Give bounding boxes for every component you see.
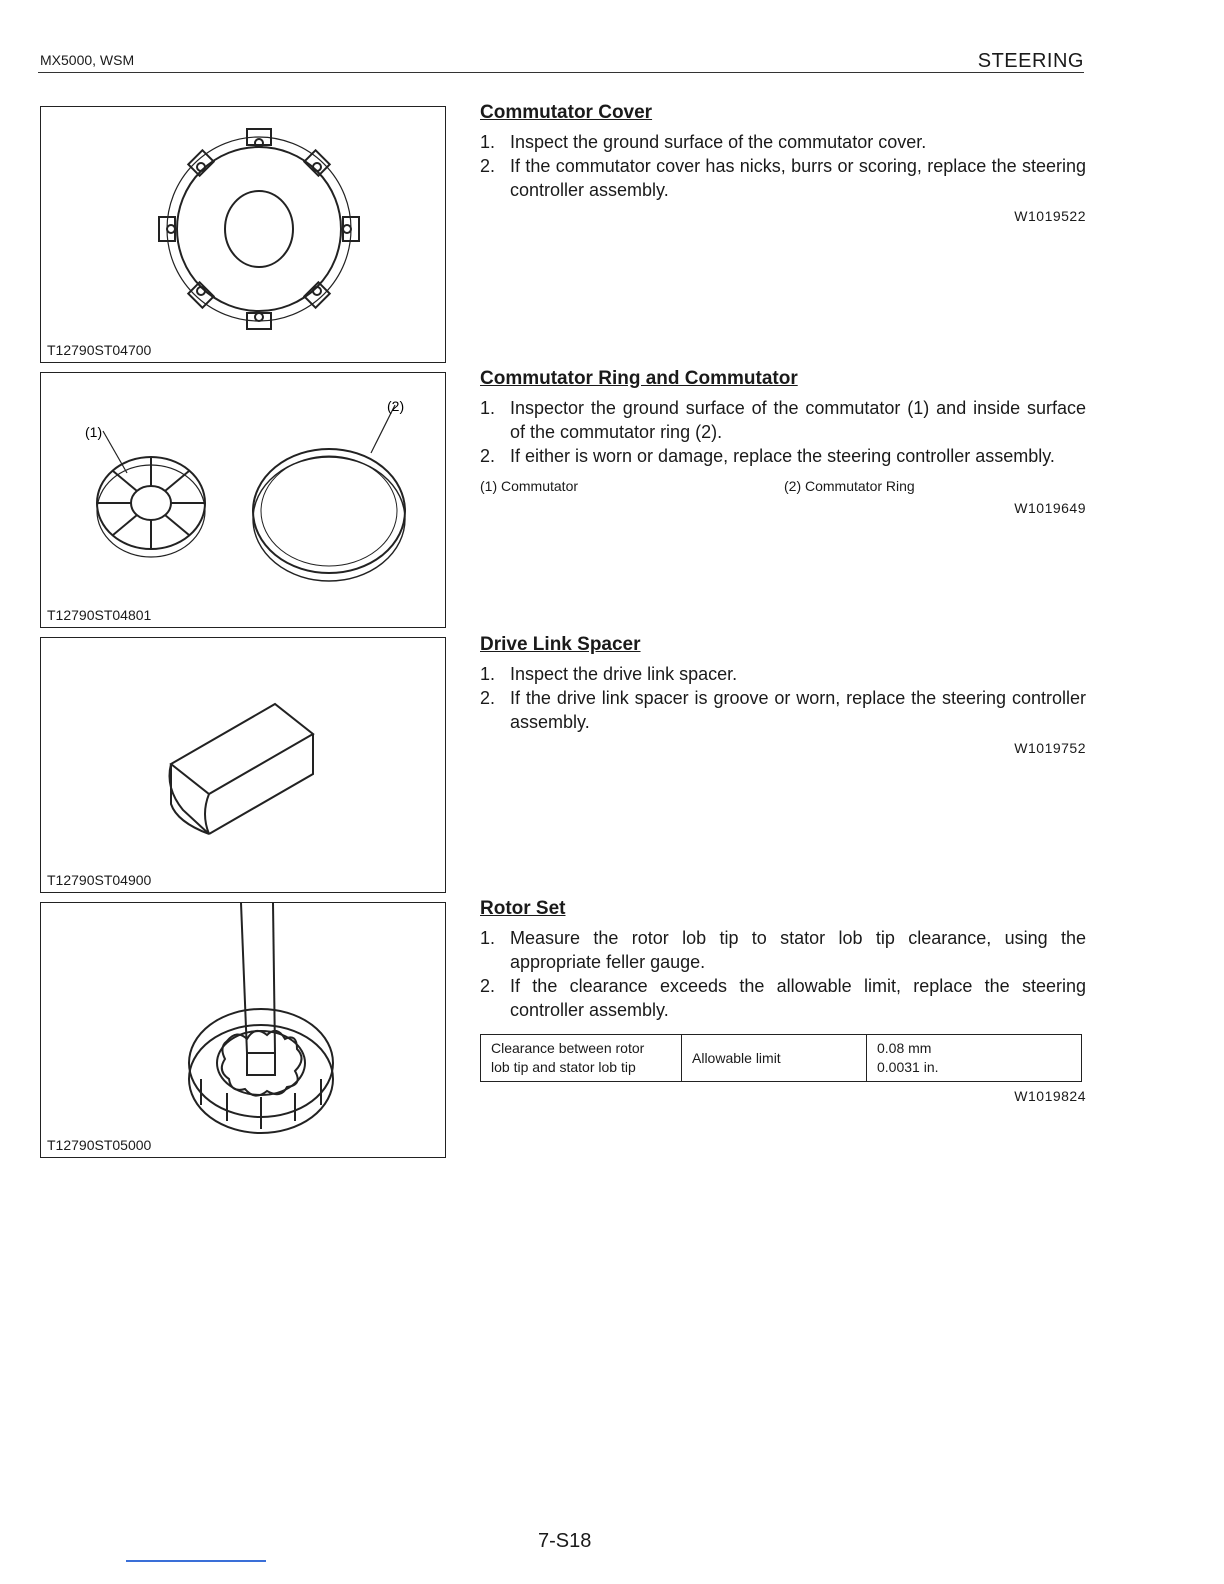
figure-code: T12790ST04700 — [47, 342, 152, 358]
figure-code: T12790ST04900 — [47, 872, 152, 888]
step-item: 1. Measure the rotor lob tip to stator lob tip clearance, using the appropriate feller gauge. — [480, 928, 1086, 972]
footer-link-line — [126, 1560, 266, 1562]
spec-limit-cell: Allowable limit — [682, 1035, 867, 1082]
section-title: Rotor Set — [480, 898, 566, 919]
step-item: 2. If the commutator cover has nicks, burrs or scoring, replace the steering controller assembly. — [480, 156, 1086, 200]
step-item: 1. Inspect the drive link spacer. — [480, 664, 738, 684]
legend-item: (2) Commutator Ring — [784, 478, 915, 494]
figure-commutator-cover — [40, 106, 446, 363]
reference-code: W1019824 — [1014, 1088, 1086, 1104]
step-item: 2. If the clearance exceeds the allowable limit, replace the steering controller assembly. — [480, 976, 1086, 1020]
spec-table — [480, 1034, 1082, 1082]
figure-code: T12790ST05000 — [47, 1137, 152, 1153]
drive-link-spacer-illustration — [41, 638, 445, 892]
section-title: Commutator Cover — [480, 102, 653, 123]
commutator-ring-illustration — [41, 373, 445, 627]
rotor-set-feeler-gauge-illustration — [41, 903, 445, 1157]
step-item: 2. If either is worn or damage, replace the steering controller assembly. — [480, 446, 1055, 466]
header-rule — [38, 72, 1084, 73]
figure-code: T12790ST04801 — [47, 607, 152, 623]
legend-item: (1) Commutator — [480, 478, 579, 494]
manual-title: MX5000, WSM — [40, 52, 135, 68]
figure-commutator-ring — [40, 372, 446, 628]
step-item: 1. Inspect the ground surface of the commutator cover. — [480, 132, 927, 152]
step-list — [480, 662, 1086, 734]
reference-code: W1019752 — [1014, 740, 1086, 756]
step-list — [480, 130, 1086, 202]
step-item: 1. Inspector the ground surface of the commutator (1) and inside surface of the commutator ring (2). — [480, 398, 1086, 442]
spec-value-cell: 0.08 mm 0.0031 in. — [867, 1035, 1082, 1082]
chapter-title: STEERING — [977, 50, 1084, 72]
section-commutator-ring — [480, 368, 1086, 516]
section-rotor-set — [480, 898, 1086, 1104]
step-list — [480, 926, 1086, 1022]
callout-1: (1) — [85, 424, 103, 440]
table-row — [481, 1035, 1082, 1082]
section-commutator-cover — [480, 102, 1086, 224]
step-list — [480, 396, 1086, 468]
figure-drive-link-spacer — [40, 637, 446, 893]
commutator-cover-illustration — [41, 107, 445, 362]
section-drive-link-spacer — [480, 634, 1086, 756]
section-title: Drive Link Spacer — [480, 634, 641, 655]
reference-code: W1019522 — [1014, 208, 1086, 224]
reference-code: W1019649 — [1014, 500, 1086, 516]
page-number: 7-S18 — [538, 1530, 592, 1552]
section-title: Commutator Ring and Commutator — [480, 368, 798, 389]
figure-rotor-set — [40, 902, 446, 1158]
step-item: 2. If the drive link spacer is groove or worn, replace the steering controller assembly. — [480, 688, 1086, 732]
figure-legend — [480, 478, 1086, 494]
callout-2: (2) — [387, 398, 405, 414]
spec-item-cell: Clearance between rotor lob tip and stator lob tip — [481, 1035, 682, 1082]
